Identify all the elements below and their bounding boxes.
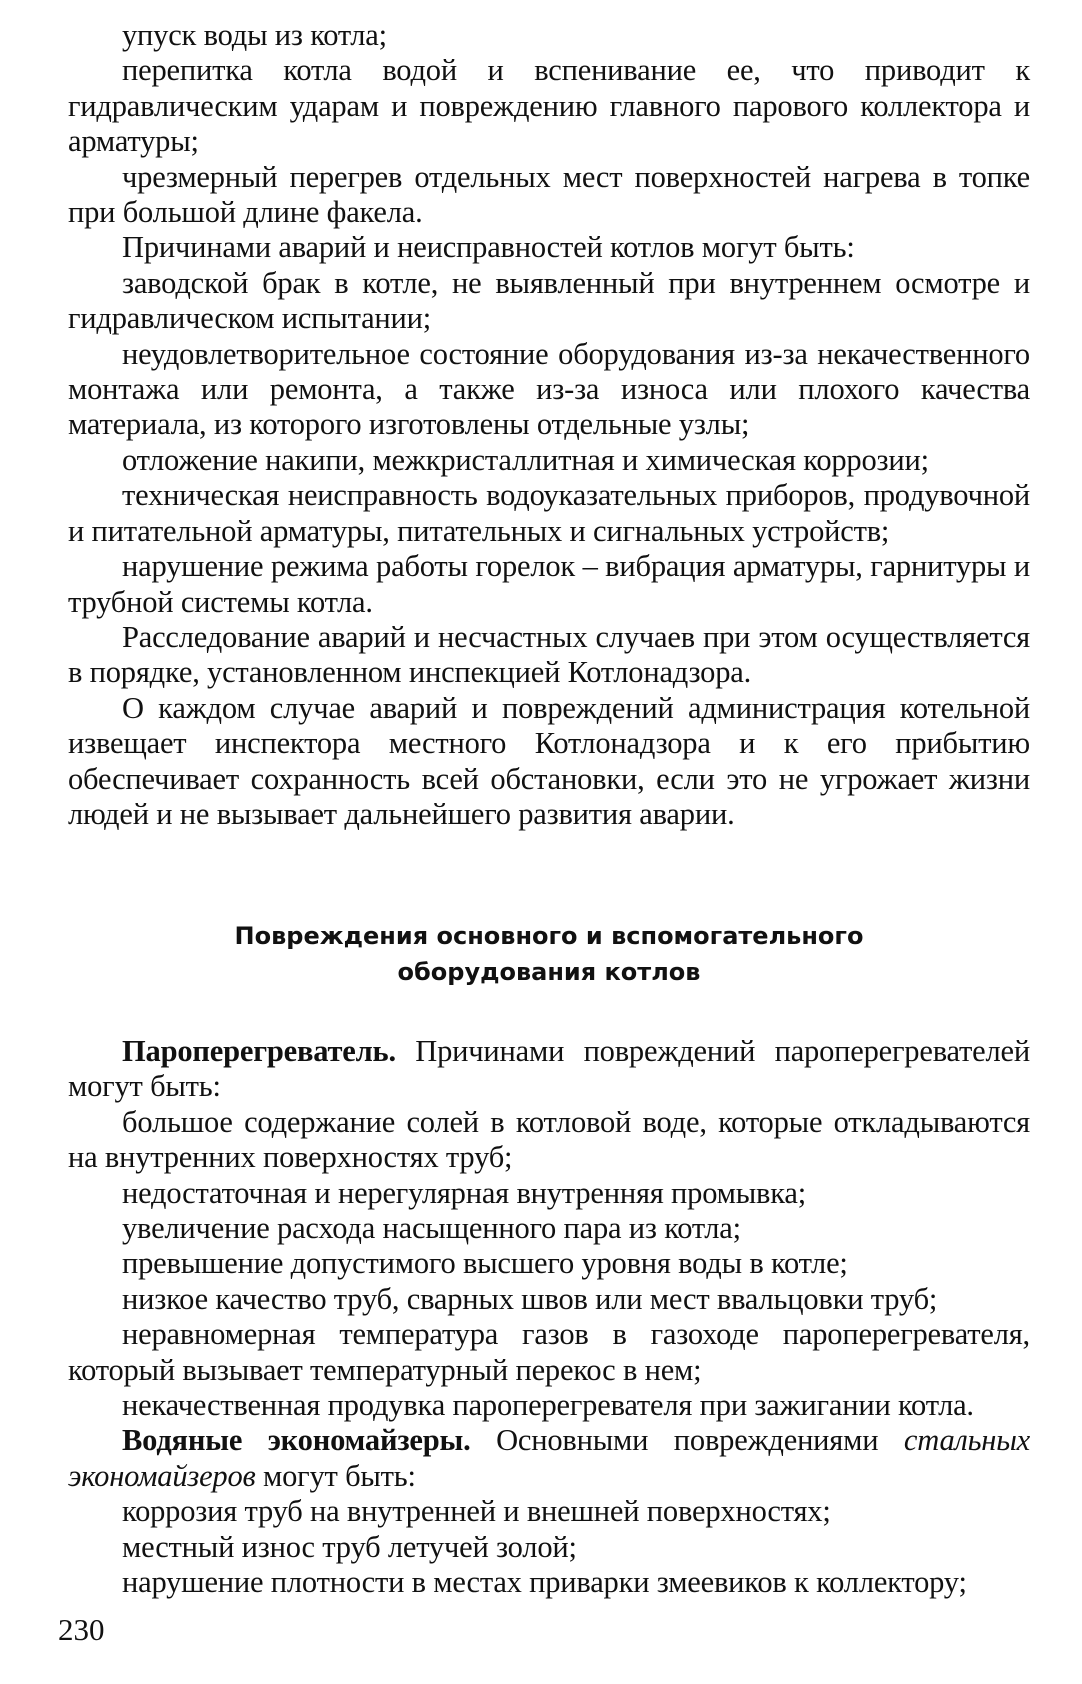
list-item: некачественная продувка пароперегревателя при зажигании котла.: [122, 1388, 974, 1423]
list-item: большое содержание солей в котловой воде, которые откладываются на внутренних поверхностях труб;: [68, 1104, 1030, 1175]
superheater-paragraph: [68, 1034, 1030, 1105]
list-item: низкое качество труб, сварных швов или мест ввальцовки труб;: [122, 1281, 938, 1316]
list-item: коррозия труб на внутренней и внешней поверхностях;: [122, 1494, 831, 1529]
economizer-text-after: могут быть:: [255, 1458, 416, 1493]
economizer-paragraph: [68, 1423, 1030, 1494]
list-item: неравномерная температура газов в газоходе пароперегревателя, который вызывает температурный перекос в нем;: [68, 1317, 1030, 1387]
body-text-section-two: [68, 1034, 1030, 1601]
superheater-term: Пароперегреватель.: [122, 1034, 396, 1068]
economizer-term: Водяные экономайзеры.: [122, 1423, 471, 1458]
paragraph: чрезмерный перегрев отдельных мест поверхностей нагрева в топке при большой длине факела.: [68, 159, 1030, 230]
list-item: нарушение плотности в местах приварки змеевиков к коллектору;: [122, 1565, 967, 1600]
paragraph: Расследование аварий и несчастных случаев при этом осуществляется в порядке, установленном инспекцией Котлонадзора.: [68, 619, 1030, 690]
list-item: увеличение расхода насыщенного пара из котла;: [122, 1211, 741, 1246]
paragraph: Причинами аварий и неисправностей котлов могут быть:: [122, 230, 855, 265]
paragraph: нарушение режима работы горелок – вибрация арматуры, гарнитуры и трубной системы котла.: [68, 549, 1030, 619]
page-number: 230: [58, 1612, 105, 1647]
section-heading-line-1: Повреждения основного и вспомогательного: [234, 922, 864, 950]
section-heading-line-2: оборудования котлов: [397, 958, 701, 986]
superheater-text: Причинами повреждений пароперегревателей могут быть:: [68, 1034, 1030, 1104]
economizer-text-before: Основными повреждениями: [470, 1423, 904, 1458]
paragraph: отложение накипи, межкристаллитная и химическая коррозии;: [122, 442, 929, 477]
list-item: недостаточная и нерегулярная внутренняя промывка;: [122, 1175, 807, 1210]
paragraph: заводской брак в котле, не выявленный при внутреннем осмотре и гидравлическом испытании;: [68, 265, 1030, 336]
list-item: превышение допустимого высшего уровня воды в котле;: [122, 1246, 848, 1281]
economizer-italic-term: стальных экономайзеров: [68, 1423, 1030, 1493]
section-heading: [68, 918, 1030, 990]
paragraph: О каждом случае аварий и повреждений администрация котельной извещает инспектора местного Котлонадзора и к его прибытию обеспечивает сохранность всей обстановки, если это не угрожает жизни людей и не вызывает дальнейшего развития аварии.: [68, 690, 1030, 831]
paragraph: техническая неисправность водоуказательных приборов, продувочной и питательной арматуры, питательных и сигнальных устройств;: [68, 478, 1030, 548]
list-item: местный износ труб летучей золой;: [122, 1529, 577, 1564]
paragraph: перепитка котла водой и вспенивание ее, что приводит к гидравлическим ударам и повреждению главного парового коллектора и арматуры;: [68, 53, 1030, 159]
body-text-section-one: [68, 18, 1030, 832]
paragraph: неудовлетворительное состояние оборудования из-за некачественного монтажа или ремонта, а также из-за износа или плохого качества материала, из которого изготовлены отдельные узлы;: [68, 336, 1030, 442]
paragraph: упуск воды из котла;: [122, 18, 387, 52]
